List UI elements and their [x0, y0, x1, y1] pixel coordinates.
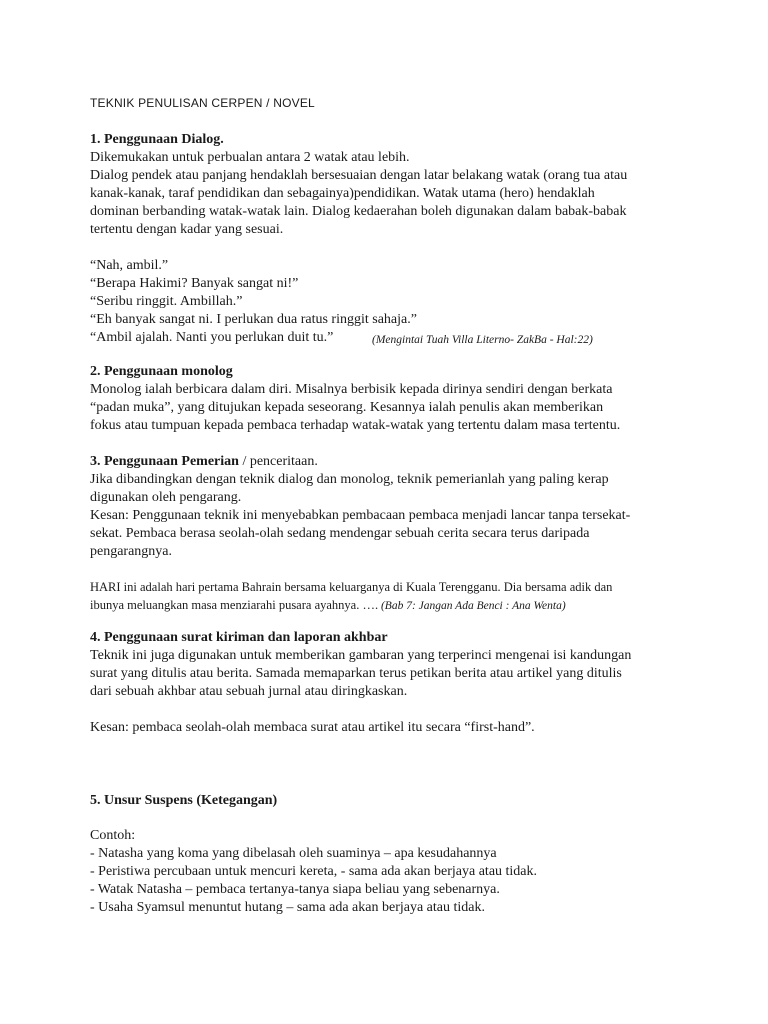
dialog-quote: “Eh banyak sangat ni. I perlukan dua ratus ringgit sahaja.” [90, 312, 417, 327]
section-1-text: kanak-kanak, taraf pendidikan dan sebagainya)pendidikan. Watak utama (hero) hendaklah [90, 186, 595, 201]
example-text: HARI ini adalah hari pertama Bahrain bersama keluarganya di Kuala Terengganu. Dia bersama adik dan [90, 580, 613, 594]
dialog-quote: “Seribu ringgit. Ambillah.” [90, 294, 243, 309]
dialog-quote: “Ambil ajalah. Nanti you perlukan duit tu.” [90, 330, 334, 345]
section-3-text: sekat. Pembaca berasa seolah-olah sedang mendengar sebuah cerita secara terus daripada [90, 526, 590, 541]
section-5-heading: 5. Unsur Suspens (Ketegangan) [90, 793, 278, 808]
section-4-kesan: Kesan: pembaca seolah-olah membaca surat atau artikel itu secara “first-hand”. [90, 720, 535, 735]
section-2-text: “padan muka”, yang ditujukan kepada seseorang. Kesannya ialah penulis akan memberikan [90, 400, 604, 415]
example-source: (Bab 7: Jangan Ada Benci : Ana Wenta) [378, 600, 566, 612]
section-3-text: Kesan: Penggunaan teknik ini menyebabkan pembacaan pembaca menjadi lancar tanpa tersekat- [90, 508, 631, 523]
dialog-quote: “Berapa Hakimi? Banyak sangat ni!” [90, 276, 299, 291]
section-2-text: Monolog ialah berbicara dalam diri. Misalnya berbisik kepada dirinya sendiri dengan berkata [90, 382, 613, 397]
section-5-contoh: Contoh: [90, 828, 136, 843]
section-1-heading: 1. Penggunaan Dialog. [90, 132, 224, 147]
section-4-heading: 4. Penggunaan surat kiriman dan laporan akhbar [90, 630, 388, 645]
section-3-heading [90, 453, 318, 471]
section-2-heading: 2. Penggunaan monolog [90, 364, 233, 379]
section-3-text: pengarangnya. [90, 544, 173, 559]
section-1-text: Dikemukakan untuk perbualan antara 2 watak atau lebih. [90, 150, 410, 165]
section-1-text: tertentu dengan kadar yang sesuai. [90, 222, 284, 237]
list-item: - Natasha yang koma yang dibelasah oleh suaminya – apa kesudahannya [90, 846, 497, 861]
list-item: - Peristiwa percubaan untuk mencuri kereta, - sama ada akan berjaya atau tidak. [90, 864, 538, 879]
dialog-source: (Mengintai Tuah Villa Literno- ZakBa - Hal:22) [372, 334, 593, 346]
list-item: - Watak Natasha – pembaca tertanya-tanya siapa beliau yang sebenarnya. [90, 882, 500, 897]
section-4-text: surat yang ditulis atau berita. Samada memaparkan terus petikan berita atau artikel yang ditulis [90, 666, 622, 681]
section-1-text: dominan berbanding watak-watak lain. Dialog kedaerahan boleh digunakan dalam babak-babak [90, 204, 627, 219]
section-2-text: fokus atau tumpuan kepada pembaca terhadap watak-watak yang tertentu dalam masa tertentu. [90, 418, 621, 433]
list-item: - Usaha Syamsul menuntut hutang – sama ada akan berjaya atau tidak. [90, 900, 485, 915]
section-4-text: dari sebuah akhbar atau sebuah jurnal atau diringkaskan. [90, 684, 408, 699]
document-title: TEKNIK PENULISAN CERPEN / NOVEL [90, 96, 315, 110]
example-text-body: ibunya meluangkan masa menziarahi pusara ayahnya. …. [90, 598, 379, 612]
example-text [90, 596, 566, 615]
dialog-quote: “Nah, ambil.” [90, 258, 169, 273]
section-3-text: Jika dibandingkan dengan teknik dialog dan monolog, teknik pemerianlah yang paling kerap [90, 472, 609, 487]
section-3-text: digunakan oleh pengarang. [90, 490, 242, 505]
section-4-text: Teknik ini juga digunakan untuk memberikan gambaran yang terperinci mengenai isi kandungan [90, 648, 632, 663]
section-1-text: Dialog pendek atau panjang hendaklah bersesuaian dengan latar belakang watak (orang tua atau [90, 168, 628, 183]
section-3-heading-bold: 3. Penggunaan Pemerian [90, 454, 239, 469]
section-3-heading-rest: / penceritaan. [238, 454, 318, 469]
